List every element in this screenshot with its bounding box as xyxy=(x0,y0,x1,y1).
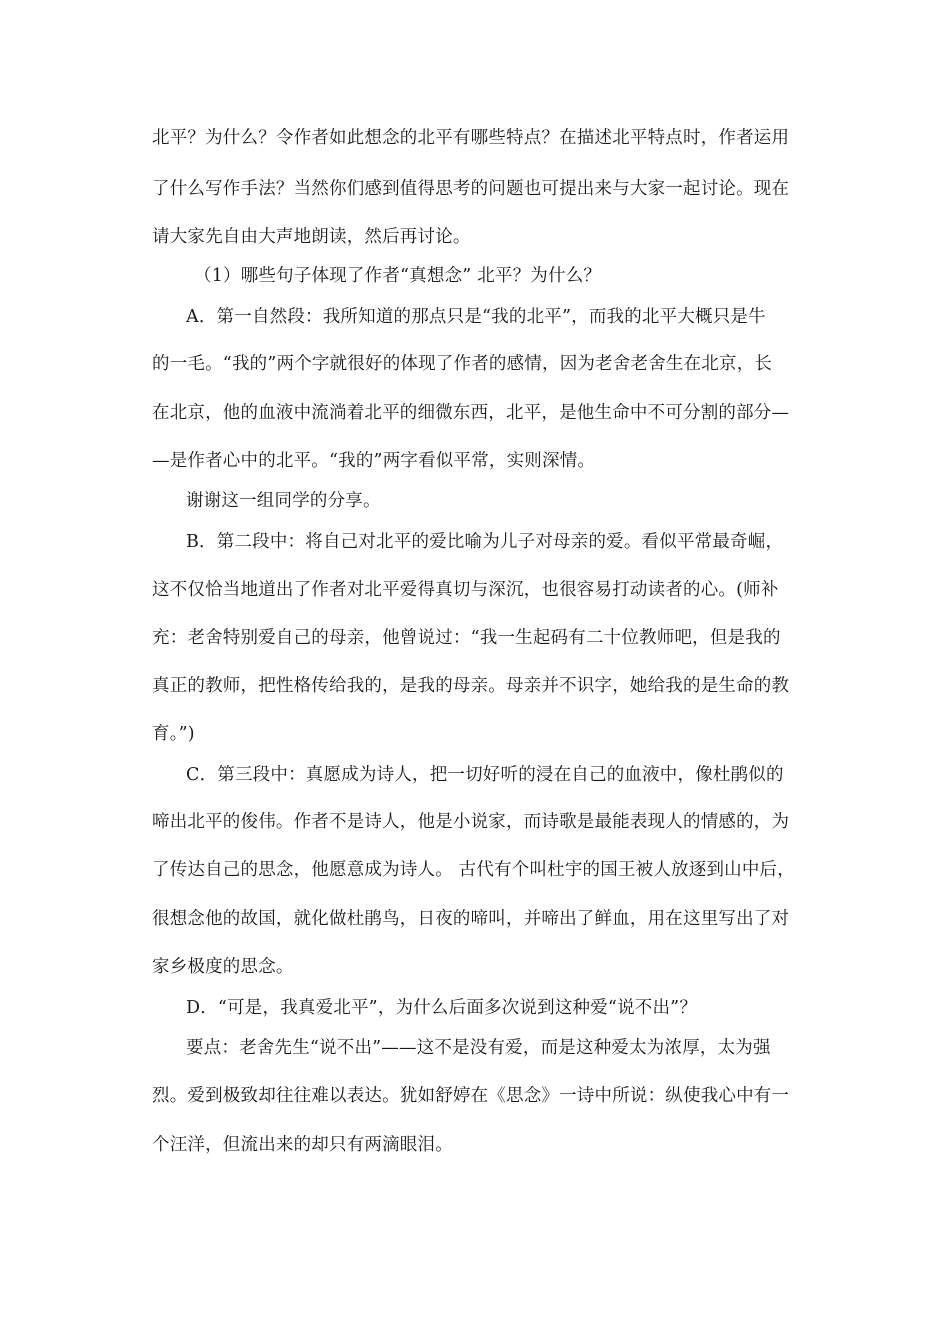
text-line: A．第一自然段：我所知道的那点只是“我的北平”，而我的北平大概只是牛 xyxy=(186,307,766,327)
text-line: C．第三段中：真愿成为诗人，把一切好听的浸在自己的血液中，像杜鹃似的 xyxy=(186,765,784,785)
text-line: 真正的教师，把性格传给我的，是我的母亲。母亲并不识字，她给我的是生命的教 xyxy=(152,676,790,696)
text-line: 这不仅恰当地道出了作者对北平爱得真切与深沉，也很容易打动读者的心。(师补 xyxy=(152,580,779,600)
text-line: 北平？为什么？令作者如此想念的北平有哪些特点？在描述北平特点时，作者运用 xyxy=(152,128,790,148)
text-line: 个汪洋，但流出来的却只有两滴眼泪。 xyxy=(152,1135,453,1155)
text-line: 谢谢这一组同学的分享。 xyxy=(186,491,381,511)
text-line: 在北京，他的血液中流淌着北平的细微东西，北平，是他生命中不可分割的部分— xyxy=(152,403,790,423)
text-line: D．“可是，我真爱北平”，为什么后面多次说到这种爱“说不出”？ xyxy=(186,998,698,1018)
text-line: 很想念他的故国，就化做杜鹃鸟，日夜的啼叫，并啼出了鲜血，用在这里写出了对 xyxy=(152,909,790,929)
text-line: B．第二段中：将自己对北平的爱比喻为儿子对母亲的爱。看似平常最奇崛， xyxy=(186,532,784,552)
text-line: （1）哪些句子体现了作者“真想念” 北平？为什么？ xyxy=(194,266,602,286)
text-line: 育。”) xyxy=(152,724,195,744)
text-line: 家乡极度的思念。 xyxy=(152,957,294,977)
text-line: 烈。爱到极致却往往难以表达。犹如舒婷在《思念》一诗中所说：纵使我心中有一 xyxy=(152,1086,790,1106)
text-line: 充：老舍特别爱自己的母亲，他曾说过：“我一生起码有二十位教师吧，但是我的 xyxy=(152,628,781,648)
text-line: 要点：老舍先生“说不出”——这不是没有爱，而是这种爱太为浓厚，太为强 xyxy=(186,1038,771,1058)
text-line: 了传达自己的思念，他愿意成为诗人。 古代有个叫杜宇的国王被人放逐到山中后， xyxy=(152,860,795,880)
text-line: 了什么写作手法？当然你们感到值得思考的问题也可提出来与大家一起讨论。现在 xyxy=(152,179,790,199)
text-line: 啼出北平的俊伟。作者不是诗人，他是小说家，而诗歌是最能表现人的情感的，为 xyxy=(152,812,790,832)
text-line: 请大家先自由大声地朗读，然后再讨论。 xyxy=(152,227,471,247)
text-line: —是作者心中的北平。“我的”两字看似平常，实则深情。 xyxy=(152,451,596,471)
text-line: 的一毛。“我的”两个字就很好的体现了作者的感情，因为老舍老舍生在北京，长 xyxy=(152,354,773,374)
